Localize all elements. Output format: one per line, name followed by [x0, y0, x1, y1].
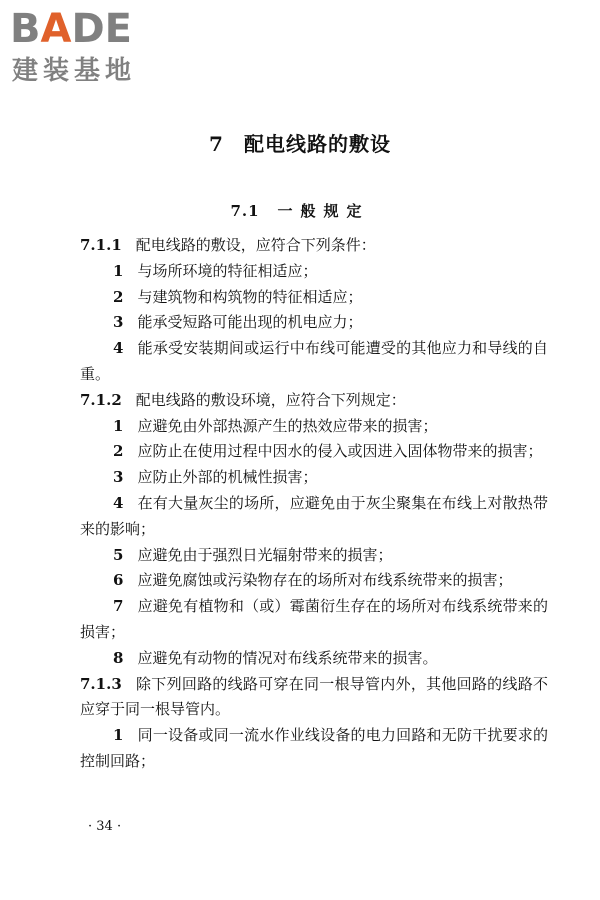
body-text [80, 233, 548, 775]
item-paragraph [80, 594, 548, 646]
section-title [0, 199, 600, 223]
item-number: 3 [113, 313, 124, 332]
bade-logo [10, 6, 180, 86]
item-text: 在有大量灰尘的场所，应避免由于灰尘聚集在布线上对散热带来的影响； [80, 493, 548, 538]
item-number: 1 [113, 261, 124, 280]
item-paragraph [80, 285, 548, 311]
item-paragraph [80, 646, 548, 672]
clause-text: 配电线路的敷设环境，应符合下列规定： [135, 390, 406, 409]
item-text: 应防止在使用过程中因水的侵入或因进入固体物带来的损害； [137, 442, 543, 461]
clause-text: 除下列回路的线路可穿在同一根导管内外，其他回路的线路不应穿于同一根导管内。 [80, 674, 548, 719]
clause-paragraph [80, 388, 548, 414]
logo-letters-de: DE [71, 6, 132, 52]
item-number: 8 [113, 648, 124, 667]
item-number: 7 [113, 597, 124, 616]
item-number: 2 [113, 287, 124, 306]
item-number: 1 [113, 726, 124, 745]
item-number: 5 [113, 545, 124, 564]
item-text: 应避免有植物和（或）霉菌衍生存在的场所对布线系统带来的损害； [80, 597, 548, 641]
item-paragraph [80, 439, 548, 465]
item-number: 4 [113, 339, 124, 358]
item-paragraph [80, 310, 548, 336]
chapter-number: 7 [209, 132, 224, 156]
item-paragraph [80, 414, 548, 440]
page-number: · 34 · [88, 819, 122, 834]
clause-paragraph [80, 672, 548, 724]
item-text: 与场所环境的特征相适应； [137, 261, 318, 280]
item-number: 3 [113, 468, 124, 487]
clause-paragraph [80, 233, 548, 259]
item-paragraph [80, 568, 548, 594]
item-text: 应避免有动物的情况对布线系统带来的损害。 [137, 648, 438, 667]
item-number: 6 [113, 571, 124, 590]
item-paragraph [80, 259, 548, 285]
section-number: 7.1 [230, 202, 260, 220]
item-text: 能承受安装期间或运行中布线可能遭受的其他应力和导线的自重。 [80, 339, 548, 383]
chapter-title [0, 130, 600, 158]
item-paragraph [80, 336, 548, 388]
clause-number: 7.1.1 [80, 236, 122, 254]
item-paragraph [80, 491, 548, 543]
item-text: 能承受短路可能出现的机电应力； [137, 313, 363, 332]
clause-number: 7.1.2 [80, 390, 122, 409]
item-paragraph [80, 465, 548, 491]
chapter-title-text: 配电线路的敷设 [243, 132, 391, 156]
item-paragraph [80, 543, 548, 569]
logo-letter-b: B [10, 6, 41, 52]
item-number: 2 [113, 442, 124, 461]
clause-text: 配电线路的敷设，应符合下列条件： [135, 236, 376, 254]
item-number: 4 [113, 493, 124, 512]
item-text: 应避免腐蚀或污染物存在的场所对布线系统带来的损害； [137, 571, 513, 590]
item-text: 与建筑物和构筑物的特征相适应； [137, 287, 363, 306]
item-paragraph [80, 723, 548, 775]
section-title-text: 一般规定 [277, 202, 370, 220]
item-text: 应避免由外部热源产生的热效应带来的损害； [137, 416, 438, 435]
item-text: 同一设备或同一流水作业线设备的电力回路和无防干扰要求的控制回路； [80, 726, 548, 770]
logo-letter-a-accent: A [40, 6, 72, 52]
logo-subtitle: 建装基地 [12, 56, 137, 86]
item-text: 应避免由于强烈日光辐射带来的损害； [137, 545, 393, 564]
clause-number: 7.1.3 [80, 674, 122, 693]
logo-wordmark [10, 6, 132, 52]
item-number: 1 [113, 416, 124, 435]
item-text: 应防止外部的机械性损害； [137, 468, 318, 487]
